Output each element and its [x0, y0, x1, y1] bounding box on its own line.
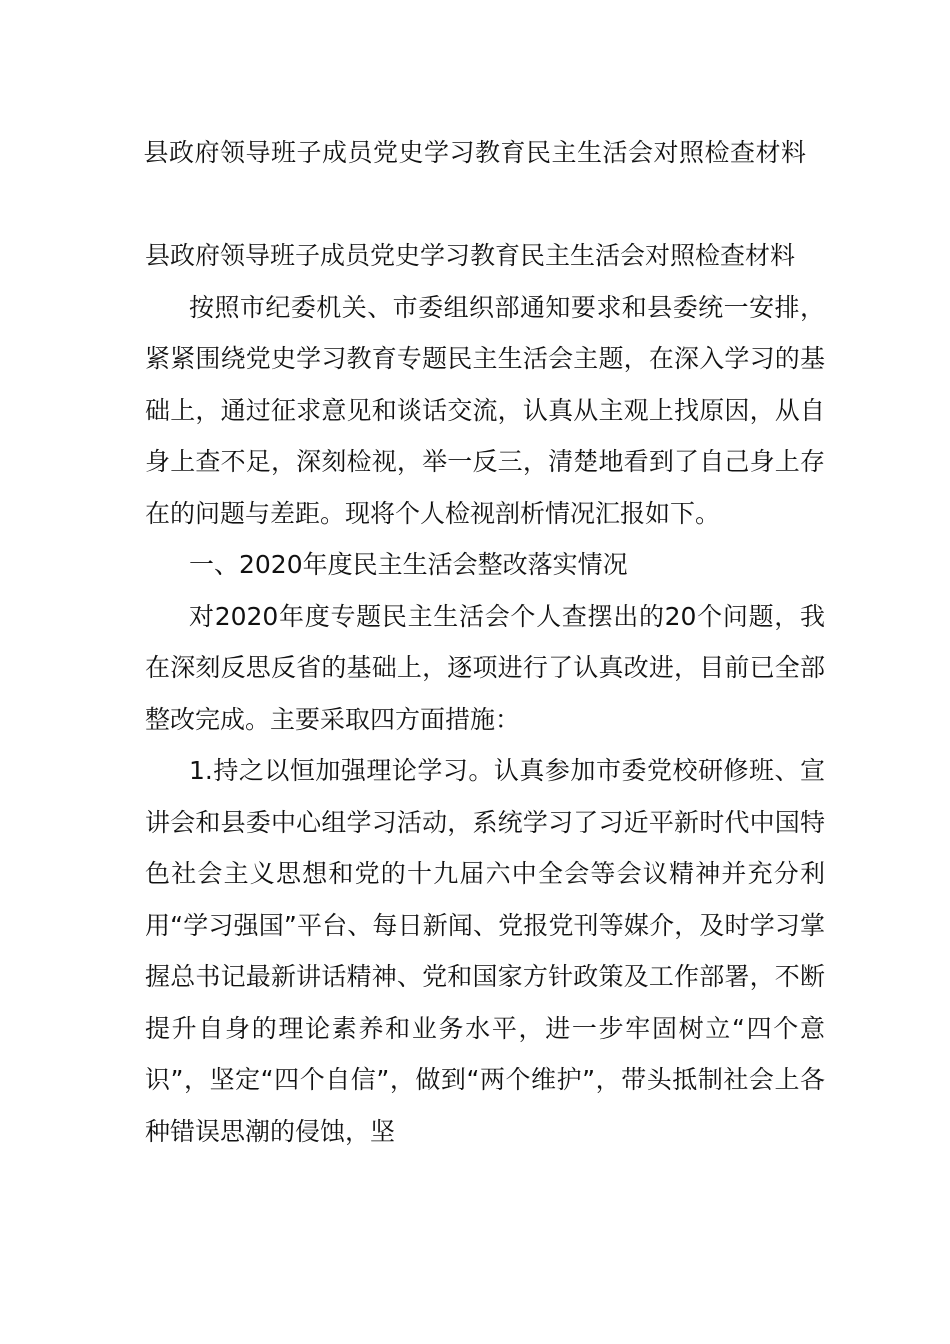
- paragraph-rectification: 对2020年度专题民主生活会个人查摆出的20个问题，我在深刻反思反省的基础上，逐项进行了认真改进，目前已全部整改完成。主要采取四方面措施：: [145, 601, 825, 734]
- section-heading-1: 一、2020年度民主生活会整改落实情况: [189, 550, 628, 579]
- document-subtitle: 县政府领导班子成员党史学习教育民主生活会对照检查材料: [145, 241, 796, 270]
- document-body: [145, 230, 825, 1157]
- document-title: 县政府领导班子成员党史学习教育民主生活会对照检查材料: [143, 138, 807, 167]
- paragraph-intro: 按照市纪委机关、市委组织部通知要求和县委统一安排，紧紧围绕党史学习教育专题民主生活会主题，在深入学习的基础上，通过征求意见和谈话交流，认真从主观上找原因，从自身上查不足，深刻检视，举一反三，清楚地看到了自己身上存在的问题与差距。现将个人检视剖析情况汇报如下。: [145, 292, 825, 528]
- paragraph-measure-1: 1.持之以恒加强理论学习。认真参加市委党校研修班、宣讲会和县委中心组学习活动，系统学习了习近平新时代中国特色社会主义思想和党的十九届六中全会等会议精神并充分利用“学习强国”平台、每日新闻、党报党刊等媒介，及时学习掌握总书记最新讲话精神、党和国家方针政策及工作部署，不断提升自身的理论素养和业务水平，进一步牢固树立“四个意识”，坚定“四个自信”，做到“两个维护”，带头抵制社会上各种错误思潮的侵蚀，坚: [145, 756, 825, 1146]
